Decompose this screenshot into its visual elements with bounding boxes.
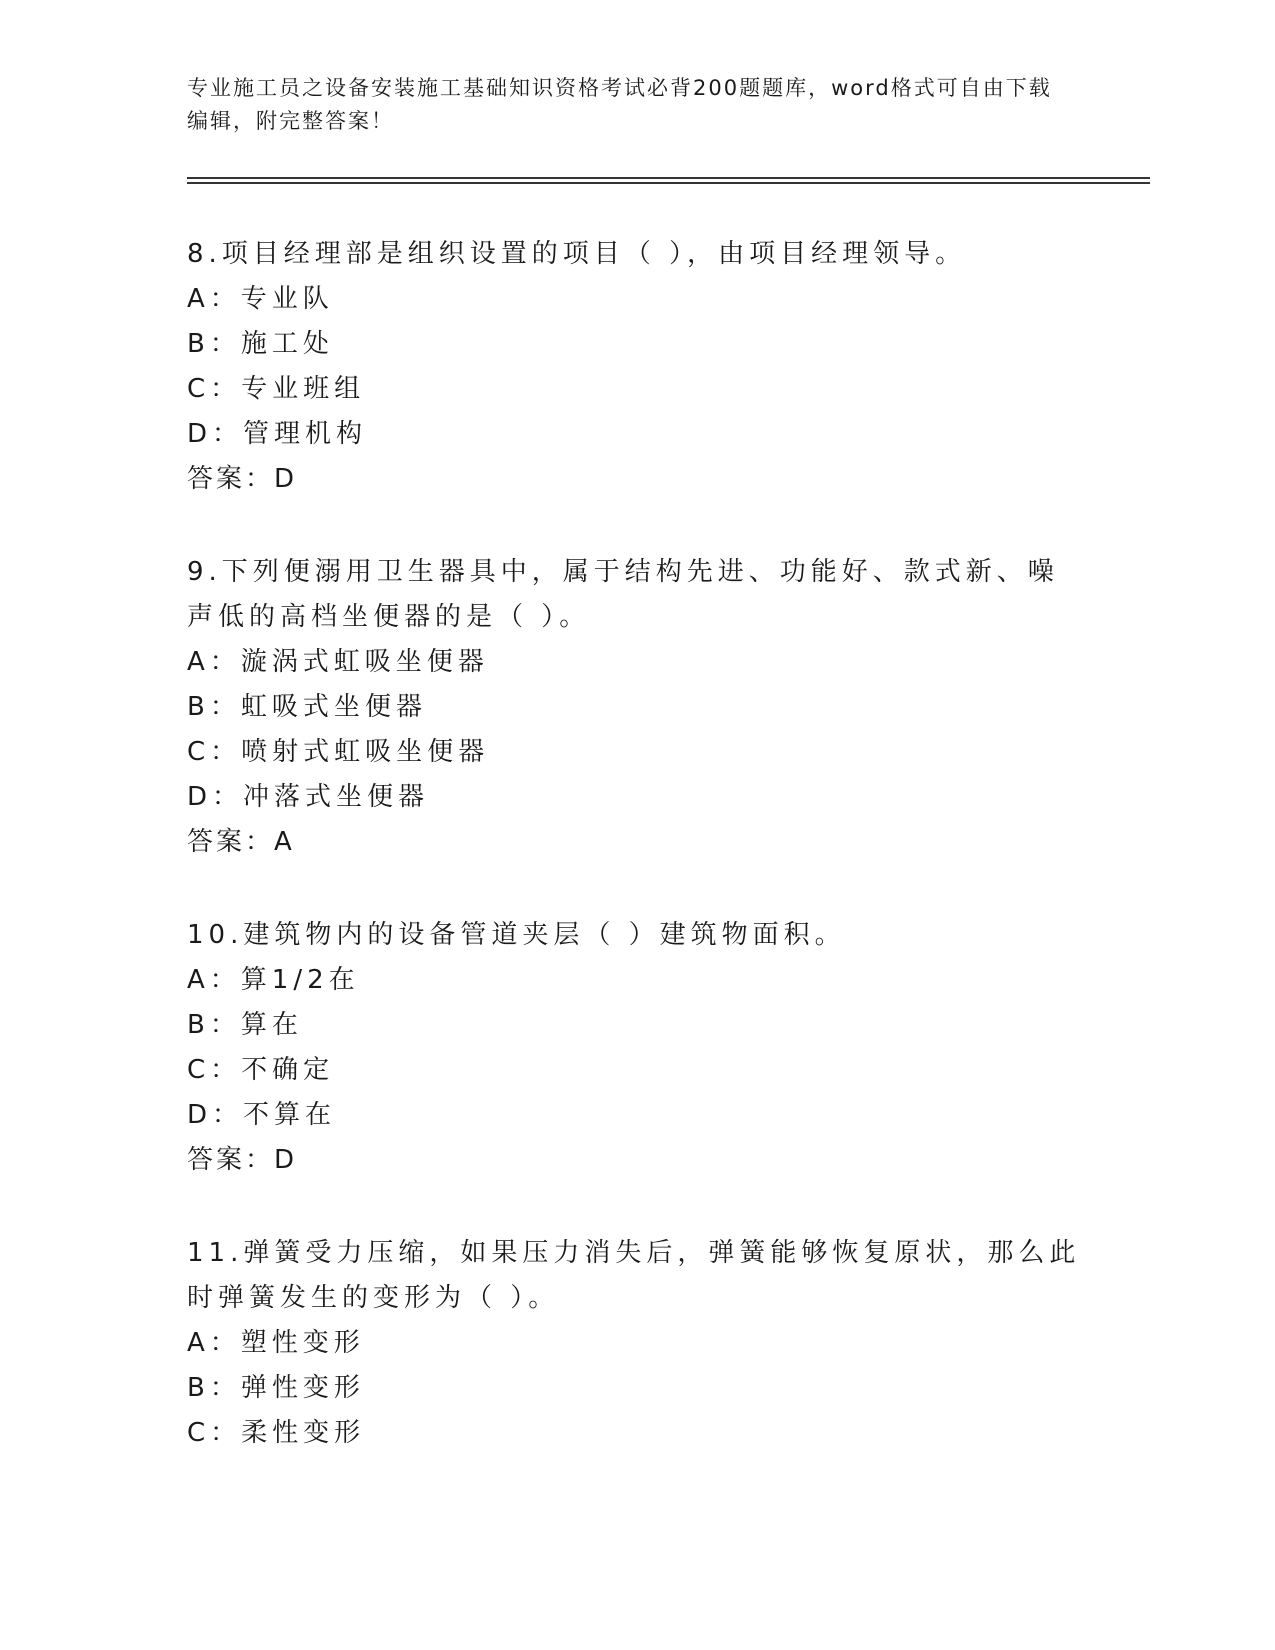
option-a: A：漩涡式虹吸坐便器 — [187, 647, 489, 677]
option-a: A：塑性变形 — [187, 1328, 365, 1358]
header-divider-bottom — [187, 182, 1150, 184]
header-divider-top — [187, 177, 1150, 179]
question-11 — [187, 1231, 1087, 1456]
option-d: D：管理机构 — [187, 419, 368, 449]
question-stem: 9.下列便溺用卫生器具中，属于结构先进、功能好、款式新、噪声低的高档坐便器的是（ ）。 — [187, 557, 1059, 632]
option-d: D：冲落式坐便器 — [187, 782, 430, 812]
question-8 — [187, 232, 1087, 502]
answer: 答案：A — [187, 827, 295, 857]
option-a: A：专业队 — [187, 284, 334, 314]
option-c: C：柔性变形 — [187, 1418, 366, 1448]
question-stem: 10.建筑物内的设备管道夹层（ ）建筑物面积。 — [187, 920, 846, 950]
option-a: A：算1/2在 — [187, 965, 360, 995]
question-stem: 8.项目经理部是组织设置的项目（ ），由项目经理领导。 — [187, 239, 967, 269]
option-c: C：喷射式虹吸坐便器 — [187, 737, 490, 767]
answer: 答案：D — [187, 464, 298, 494]
question-9 — [187, 550, 1087, 865]
option-b: B：算在 — [187, 1010, 303, 1040]
option-c: C：不确定 — [187, 1055, 335, 1085]
option-b: B：弹性变形 — [187, 1373, 365, 1403]
document-header — [187, 72, 1067, 138]
document-title: 专业施工员之设备安装施工基础知识资格考试必背200题题库，word格式可自由下载编辑，附完整答案！ — [187, 76, 1052, 133]
option-b: B：虹吸式坐便器 — [187, 692, 427, 722]
question-stem: 11.弹簧受力压缩，如果压力消失后，弹簧能够恢复原状，那么此时弹簧发生的变形为（ ）。 — [187, 1238, 1081, 1313]
answer: 答案：D — [187, 1145, 298, 1175]
question-10 — [187, 913, 1087, 1183]
option-b: B：施工处 — [187, 329, 334, 359]
option-d: D：不算在 — [187, 1100, 337, 1130]
option-c: C：专业班组 — [187, 374, 366, 404]
